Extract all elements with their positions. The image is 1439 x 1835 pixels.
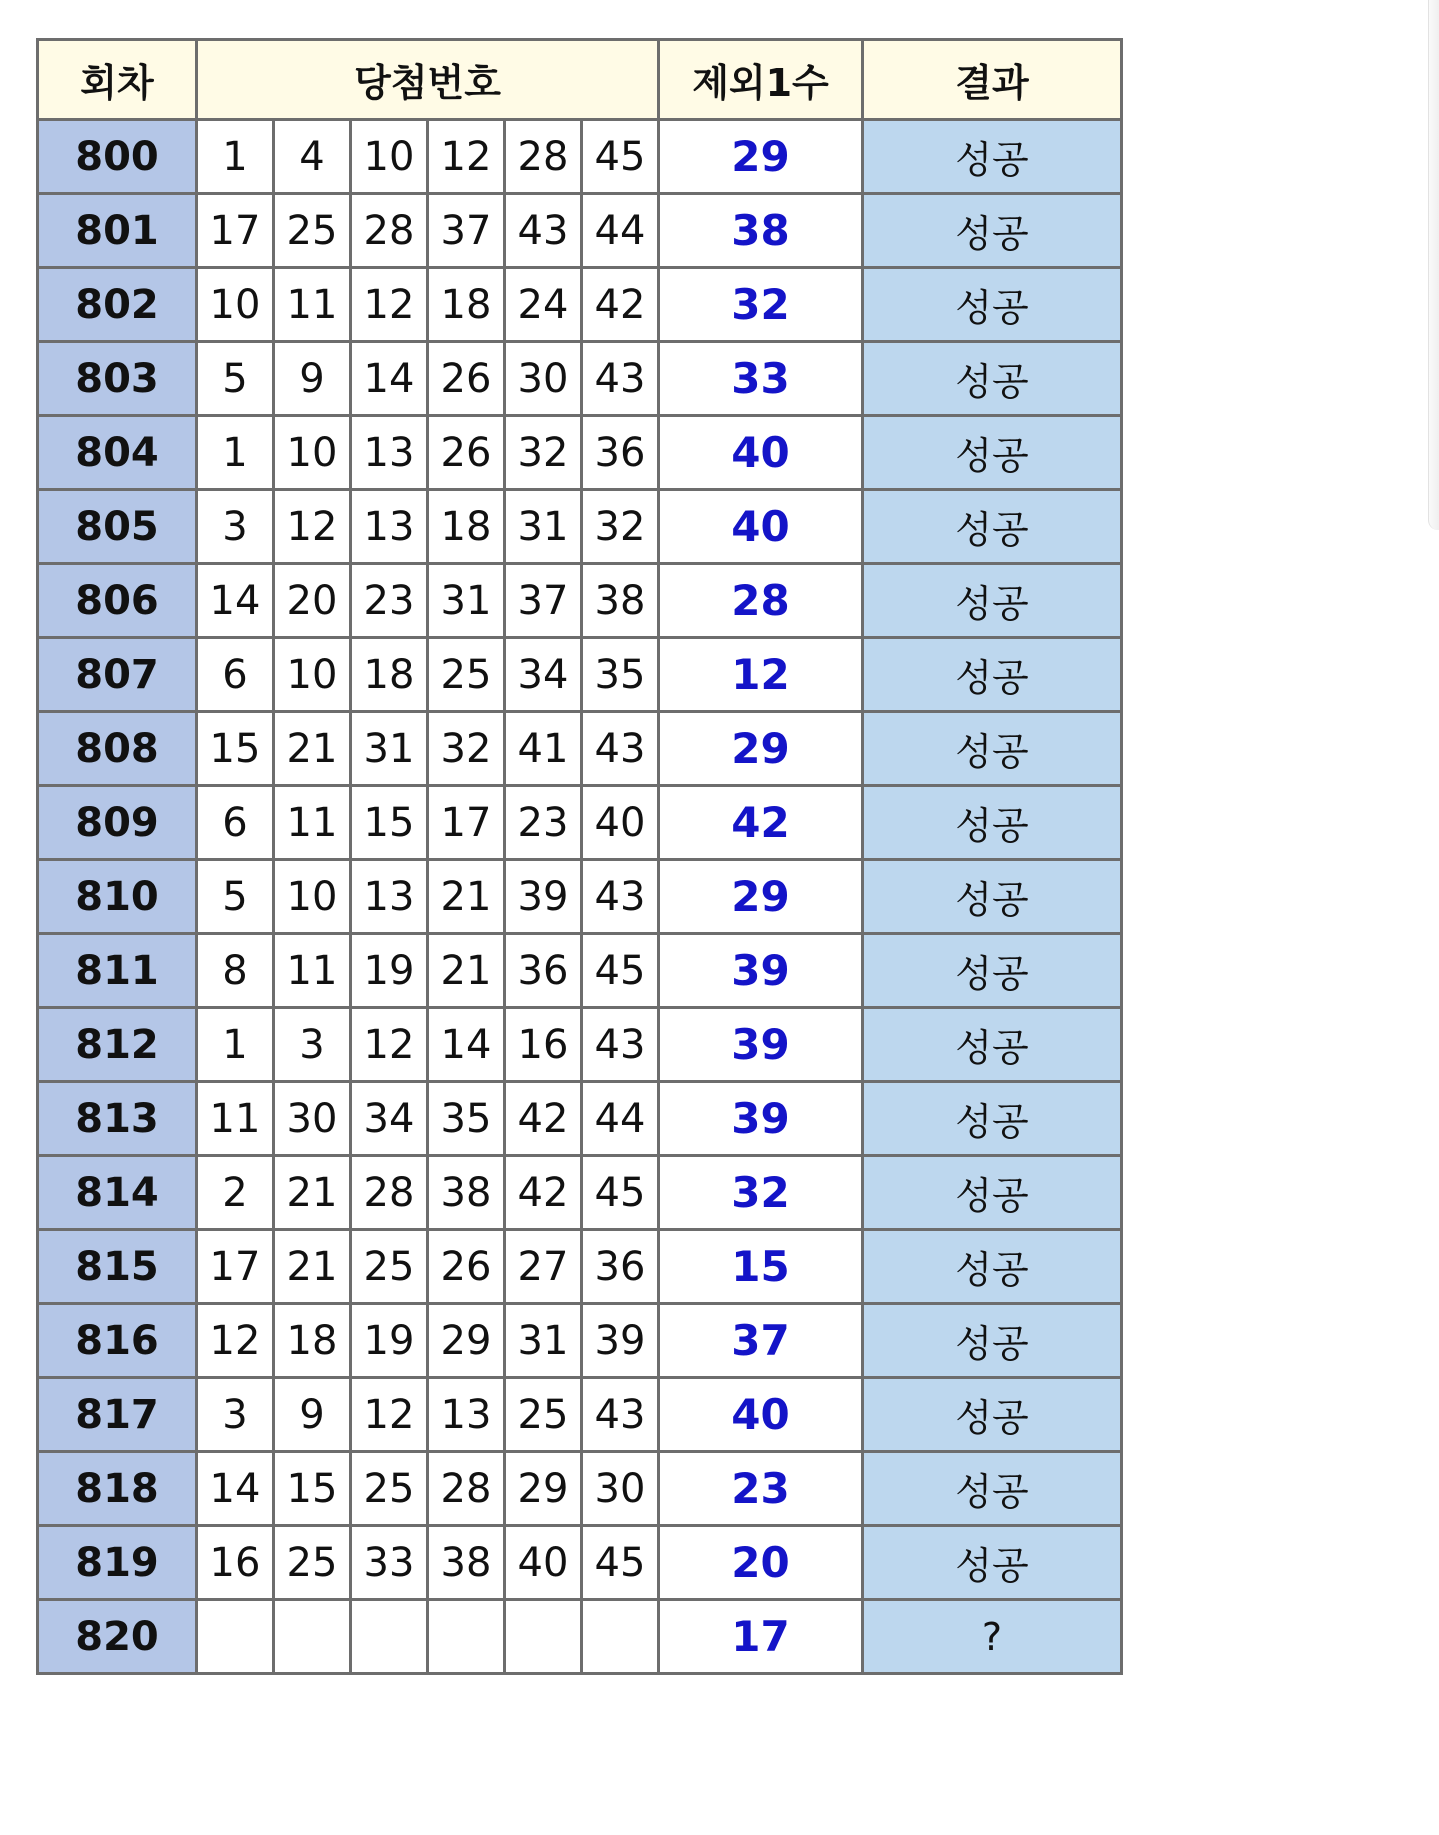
winning-number-cell: 4 xyxy=(274,120,351,194)
winning-number-cell: 3 xyxy=(274,1008,351,1082)
winning-number-cell xyxy=(428,1600,505,1674)
winning-number-cell: 32 xyxy=(505,416,582,490)
excluded-number-cell: 39 xyxy=(659,934,863,1008)
winning-number-cell: 39 xyxy=(582,1304,659,1378)
table-row xyxy=(38,1378,1122,1452)
scroll-edge-indicator xyxy=(1428,0,1439,530)
excluded-number-cell: 39 xyxy=(659,1082,863,1156)
table-row xyxy=(38,416,1122,490)
winning-number-cell: 19 xyxy=(351,1304,428,1378)
result-cell: 성공 xyxy=(863,1304,1122,1378)
table-row xyxy=(38,268,1122,342)
header-row xyxy=(38,40,1122,120)
result-cell: 성공 xyxy=(863,490,1122,564)
result-cell: 성공 xyxy=(863,1156,1122,1230)
excluded-number-cell: 23 xyxy=(659,1452,863,1526)
excluded-number-cell: 20 xyxy=(659,1526,863,1600)
round-cell: 815 xyxy=(38,1230,197,1304)
winning-number-cell: 17 xyxy=(428,786,505,860)
winning-number-cell: 13 xyxy=(351,490,428,564)
winning-number-cell xyxy=(197,1600,274,1674)
winning-number-cell: 6 xyxy=(197,638,274,712)
result-cell: 성공 xyxy=(863,564,1122,638)
round-cell: 817 xyxy=(38,1378,197,1452)
winning-number-cell: 3 xyxy=(197,490,274,564)
table-row xyxy=(38,194,1122,268)
winning-number-cell: 28 xyxy=(351,1156,428,1230)
winning-number-cell xyxy=(351,1600,428,1674)
winning-number-cell: 10 xyxy=(197,268,274,342)
winning-number-cell: 42 xyxy=(505,1082,582,1156)
winning-number-cell: 44 xyxy=(582,194,659,268)
winning-number-cell xyxy=(274,1600,351,1674)
header-result: 결과 xyxy=(863,40,1122,120)
table-row xyxy=(38,860,1122,934)
winning-number-cell: 18 xyxy=(351,638,428,712)
result-cell: 성공 xyxy=(863,194,1122,268)
result-cell: ? xyxy=(863,1600,1122,1674)
winning-number-cell: 10 xyxy=(274,416,351,490)
winning-number-cell: 12 xyxy=(274,490,351,564)
winning-number-cell: 18 xyxy=(274,1304,351,1378)
round-cell: 807 xyxy=(38,638,197,712)
round-cell: 812 xyxy=(38,1008,197,1082)
winning-number-cell: 26 xyxy=(428,1230,505,1304)
table-row xyxy=(38,934,1122,1008)
winning-number-cell: 5 xyxy=(197,860,274,934)
winning-number-cell: 21 xyxy=(274,712,351,786)
winning-number-cell: 29 xyxy=(505,1452,582,1526)
round-cell: 820 xyxy=(38,1600,197,1674)
table-row xyxy=(38,1230,1122,1304)
result-cell: 성공 xyxy=(863,268,1122,342)
winning-number-cell: 38 xyxy=(582,564,659,638)
winning-number-cell: 33 xyxy=(351,1526,428,1600)
excluded-number-cell: 32 xyxy=(659,268,863,342)
table-row xyxy=(38,490,1122,564)
winning-number-cell: 26 xyxy=(428,342,505,416)
winning-number-cell: 18 xyxy=(428,268,505,342)
round-cell: 818 xyxy=(38,1452,197,1526)
winning-number-cell: 25 xyxy=(351,1452,428,1526)
winning-number-cell: 27 xyxy=(505,1230,582,1304)
winning-number-cell: 25 xyxy=(351,1230,428,1304)
excluded-number-cell: 37 xyxy=(659,1304,863,1378)
winning-number-cell: 2 xyxy=(197,1156,274,1230)
table-row xyxy=(38,1008,1122,1082)
excluded-number-cell: 40 xyxy=(659,1378,863,1452)
winning-number-cell: 31 xyxy=(505,1304,582,1378)
round-cell: 800 xyxy=(38,120,197,194)
lotto-results-table xyxy=(36,38,1123,1675)
winning-number-cell: 15 xyxy=(351,786,428,860)
round-cell: 803 xyxy=(38,342,197,416)
winning-number-cell: 32 xyxy=(428,712,505,786)
winning-number-cell: 21 xyxy=(428,860,505,934)
round-cell: 819 xyxy=(38,1526,197,1600)
result-cell: 성공 xyxy=(863,1082,1122,1156)
winning-number-cell: 43 xyxy=(582,860,659,934)
winning-number-cell: 25 xyxy=(505,1378,582,1452)
winning-number-cell: 12 xyxy=(351,1378,428,1452)
winning-number-cell: 45 xyxy=(582,1526,659,1600)
winning-number-cell: 30 xyxy=(582,1452,659,1526)
table-row xyxy=(38,342,1122,416)
round-cell: 801 xyxy=(38,194,197,268)
winning-number-cell: 30 xyxy=(274,1082,351,1156)
winning-number-cell: 12 xyxy=(351,1008,428,1082)
winning-number-cell: 21 xyxy=(274,1156,351,1230)
winning-number-cell: 12 xyxy=(351,268,428,342)
winning-number-cell: 42 xyxy=(582,268,659,342)
winning-number-cell: 45 xyxy=(582,120,659,194)
table-body xyxy=(38,120,1122,1674)
winning-number-cell: 31 xyxy=(428,564,505,638)
result-cell: 성공 xyxy=(863,1378,1122,1452)
winning-number-cell: 38 xyxy=(428,1526,505,1600)
result-cell: 성공 xyxy=(863,342,1122,416)
winning-number-cell: 20 xyxy=(274,564,351,638)
table-row xyxy=(38,1082,1122,1156)
excluded-number-cell: 40 xyxy=(659,416,863,490)
excluded-number-cell: 42 xyxy=(659,786,863,860)
table-row xyxy=(38,564,1122,638)
winning-number-cell: 45 xyxy=(582,934,659,1008)
result-cell: 성공 xyxy=(863,416,1122,490)
winning-number-cell: 12 xyxy=(428,120,505,194)
result-cell: 성공 xyxy=(863,786,1122,860)
winning-number-cell: 35 xyxy=(582,638,659,712)
winning-number-cell: 13 xyxy=(351,416,428,490)
winning-number-cell: 25 xyxy=(274,1526,351,1600)
winning-number-cell: 9 xyxy=(274,342,351,416)
winning-number-cell: 44 xyxy=(582,1082,659,1156)
excluded-number-cell: 29 xyxy=(659,860,863,934)
excluded-number-cell: 38 xyxy=(659,194,863,268)
winning-number-cell: 36 xyxy=(505,934,582,1008)
round-cell: 808 xyxy=(38,712,197,786)
winning-number-cell: 28 xyxy=(428,1452,505,1526)
winning-number-cell: 5 xyxy=(197,342,274,416)
winning-number-cell: 32 xyxy=(582,490,659,564)
winning-number-cell: 43 xyxy=(582,1378,659,1452)
winning-number-cell: 11 xyxy=(274,786,351,860)
excluded-number-cell: 15 xyxy=(659,1230,863,1304)
winning-number-cell: 42 xyxy=(505,1156,582,1230)
winning-number-cell: 31 xyxy=(505,490,582,564)
winning-number-cell: 15 xyxy=(274,1452,351,1526)
winning-number-cell: 43 xyxy=(582,342,659,416)
table-row xyxy=(38,1452,1122,1526)
winning-number-cell: 36 xyxy=(582,416,659,490)
winning-number-cell: 11 xyxy=(274,268,351,342)
winning-number-cell: 40 xyxy=(505,1526,582,1600)
winning-number-cell: 43 xyxy=(582,712,659,786)
winning-number-cell: 37 xyxy=(428,194,505,268)
result-cell: 성공 xyxy=(863,1008,1122,1082)
result-cell: 성공 xyxy=(863,120,1122,194)
winning-number-cell: 45 xyxy=(582,1156,659,1230)
winning-number-cell: 12 xyxy=(197,1304,274,1378)
winning-number-cell: 1 xyxy=(197,120,274,194)
round-cell: 805 xyxy=(38,490,197,564)
round-cell: 813 xyxy=(38,1082,197,1156)
table-row xyxy=(38,1156,1122,1230)
winning-number-cell: 21 xyxy=(274,1230,351,1304)
winning-number-cell: 36 xyxy=(582,1230,659,1304)
winning-number-cell: 19 xyxy=(351,934,428,1008)
table-row xyxy=(38,638,1122,712)
winning-number-cell: 23 xyxy=(505,786,582,860)
round-cell: 811 xyxy=(38,934,197,1008)
excluded-number-cell: 40 xyxy=(659,490,863,564)
winning-number-cell: 17 xyxy=(197,1230,274,1304)
winning-number-cell: 10 xyxy=(351,120,428,194)
excluded-number-cell: 33 xyxy=(659,342,863,416)
winning-number-cell: 25 xyxy=(274,194,351,268)
winning-number-cell xyxy=(505,1600,582,1674)
winning-number-cell: 1 xyxy=(197,416,274,490)
winning-number-cell: 15 xyxy=(197,712,274,786)
winning-number-cell: 37 xyxy=(505,564,582,638)
winning-number-cell: 40 xyxy=(582,786,659,860)
winning-number-cell: 13 xyxy=(351,860,428,934)
round-cell: 814 xyxy=(38,1156,197,1230)
table-row xyxy=(38,1304,1122,1378)
table-row xyxy=(38,712,1122,786)
excluded-number-cell: 39 xyxy=(659,1008,863,1082)
table-row xyxy=(38,1526,1122,1600)
winning-number-cell: 3 xyxy=(197,1378,274,1452)
winning-number-cell: 13 xyxy=(428,1378,505,1452)
winning-number-cell: 16 xyxy=(197,1526,274,1600)
table-row xyxy=(38,120,1122,194)
winning-number-cell: 28 xyxy=(505,120,582,194)
winning-number-cell: 31 xyxy=(351,712,428,786)
winning-number-cell: 1 xyxy=(197,1008,274,1082)
winning-number-cell xyxy=(582,1600,659,1674)
table-row xyxy=(38,1600,1122,1674)
winning-number-cell: 35 xyxy=(428,1082,505,1156)
round-cell: 809 xyxy=(38,786,197,860)
excluded-number-cell: 29 xyxy=(659,712,863,786)
table-row xyxy=(38,786,1122,860)
winning-number-cell: 34 xyxy=(505,638,582,712)
winning-number-cell: 30 xyxy=(505,342,582,416)
round-cell: 806 xyxy=(38,564,197,638)
result-cell: 성공 xyxy=(863,860,1122,934)
winning-number-cell: 6 xyxy=(197,786,274,860)
winning-number-cell: 10 xyxy=(274,860,351,934)
result-cell: 성공 xyxy=(863,1230,1122,1304)
round-cell: 810 xyxy=(38,860,197,934)
round-cell: 804 xyxy=(38,416,197,490)
round-cell: 816 xyxy=(38,1304,197,1378)
winning-number-cell: 41 xyxy=(505,712,582,786)
excluded-number-cell: 17 xyxy=(659,1600,863,1674)
excluded-number-cell: 29 xyxy=(659,120,863,194)
header-round: 회차 xyxy=(38,40,197,120)
winning-number-cell: 26 xyxy=(428,416,505,490)
winning-number-cell: 43 xyxy=(505,194,582,268)
winning-number-cell: 10 xyxy=(274,638,351,712)
excluded-number-cell: 28 xyxy=(659,564,863,638)
winning-number-cell: 34 xyxy=(351,1082,428,1156)
result-cell: 성공 xyxy=(863,934,1122,1008)
result-cell: 성공 xyxy=(863,638,1122,712)
winning-number-cell: 14 xyxy=(351,342,428,416)
header-winning-numbers: 당첨번호 xyxy=(197,40,659,120)
winning-number-cell: 16 xyxy=(505,1008,582,1082)
winning-number-cell: 23 xyxy=(351,564,428,638)
winning-number-cell: 17 xyxy=(197,194,274,268)
excluded-number-cell: 32 xyxy=(659,1156,863,1230)
result-cell: 성공 xyxy=(863,712,1122,786)
winning-number-cell: 14 xyxy=(197,564,274,638)
round-cell: 802 xyxy=(38,268,197,342)
header-excluded: 제외1수 xyxy=(659,40,863,120)
winning-number-cell: 21 xyxy=(428,934,505,1008)
winning-number-cell: 38 xyxy=(428,1156,505,1230)
winning-number-cell: 8 xyxy=(197,934,274,1008)
winning-number-cell: 39 xyxy=(505,860,582,934)
winning-number-cell: 14 xyxy=(428,1008,505,1082)
winning-number-cell: 18 xyxy=(428,490,505,564)
result-cell: 성공 xyxy=(863,1526,1122,1600)
winning-number-cell: 24 xyxy=(505,268,582,342)
winning-number-cell: 11 xyxy=(197,1082,274,1156)
result-cell: 성공 xyxy=(863,1452,1122,1526)
winning-number-cell: 25 xyxy=(428,638,505,712)
excluded-number-cell: 12 xyxy=(659,638,863,712)
winning-number-cell: 28 xyxy=(351,194,428,268)
winning-number-cell: 43 xyxy=(582,1008,659,1082)
winning-number-cell: 14 xyxy=(197,1452,274,1526)
winning-number-cell: 9 xyxy=(274,1378,351,1452)
winning-number-cell: 29 xyxy=(428,1304,505,1378)
winning-number-cell: 11 xyxy=(274,934,351,1008)
